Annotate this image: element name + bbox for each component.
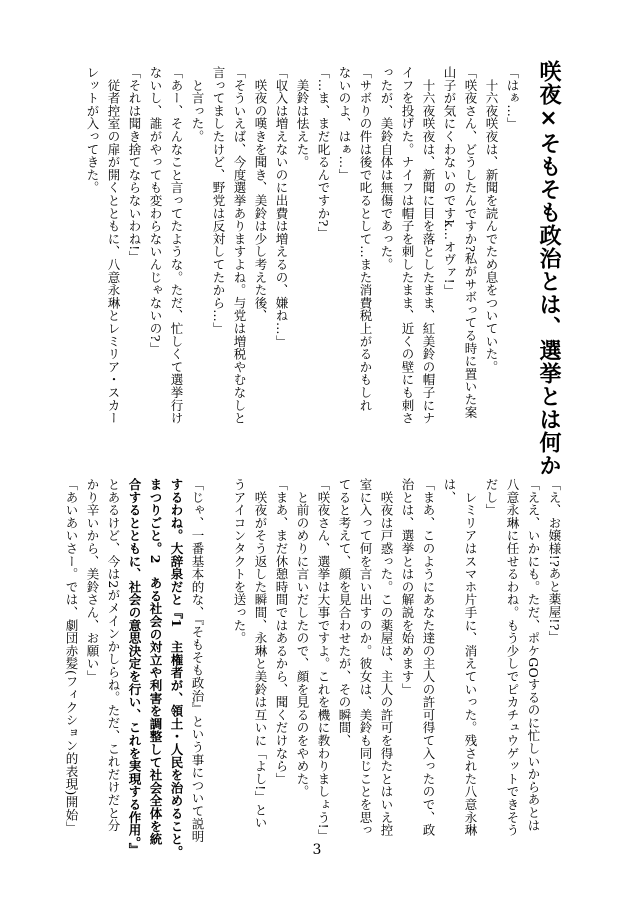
text-line: 言ってましたけど、野党は反対してたから…」 xyxy=(211,66,226,335)
chapter-title: 咲夜×そもそも政治とは、選挙とは何か xyxy=(536,60,561,477)
text-line: 「じゃ、一番基本的な、『そもそも政治』という事について説明 xyxy=(190,478,205,843)
text-line: 「咲夜さん、どうしたんですか?私がサボってる時に置いた案 xyxy=(463,66,478,419)
text-line: 咲夜がそう返した瞬間、永琳と美鈴は互いに「よし!」とい xyxy=(253,478,268,829)
text-line: 「収入は増えないのに出費は増えるの、嫌ね…」 xyxy=(274,66,289,348)
text-line: ないし、誰がやっても変わらないんじゃないの?」 xyxy=(148,66,163,355)
text-line: 山子が気にくわないのですk…オヴァ!」 xyxy=(442,66,457,297)
text-line: 室に入って何を言い出すのか。彼女は、美鈴も同じことを思っ xyxy=(358,478,373,837)
blank-line xyxy=(208,478,229,838)
upper-text-block xyxy=(59,66,523,471)
text-line: 合するとともに、社会の意思決定を行い、これを実現する作用。』 xyxy=(127,478,142,856)
text-line: 十六夜咲夜は、新聞を読んでため息をついていた。 xyxy=(484,66,499,374)
text-line: 「そういえば、今度選挙ありますよね。与党は増税やむなしと xyxy=(232,66,247,425)
text-line: とあるけど、今は2がメインかしらね。ただ、これだけだと分 xyxy=(106,478,121,832)
text-line: てると考えて、顔を見合わせたが、その瞬間、 xyxy=(337,478,352,747)
text-line: レミリアはスマホ片手に、消えていった。残された八意永琳 xyxy=(463,478,478,837)
text-line: だし」 xyxy=(484,478,499,517)
text-line: レットが入ってきた。 xyxy=(85,66,100,194)
text-line: するわね。大辞泉だと『1 主権者が、領土・人民を治めること。 xyxy=(169,478,184,859)
text-line: 八意永琳に任せるわね。もう少しでピカチュウゲットできそう xyxy=(505,478,520,837)
text-line: 咲夜は戸惑った。この薬屋は、主人の許可を得たとはいえ控 xyxy=(379,478,394,837)
text-line: と前のめりに言いだしたので、顔を見るのをやめた。 xyxy=(295,478,310,798)
text-line: 「ええ、いかにも。ただ、ポケGOするのに忙しいからあとは xyxy=(526,478,541,832)
text-line: 十六夜咲夜は、新聞に目を落としたまま、紅美鈴の帽子にナ xyxy=(421,66,436,425)
text-line: かり辛いから、美鈴さん、お願い」 xyxy=(85,478,100,683)
text-line: 「咲夜さん、選挙は大事ですよ。これを機に教わりましょう!」 xyxy=(316,478,331,842)
page-number: 3 xyxy=(312,842,322,858)
text-line: ったが、美鈴自体は無傷であった。 xyxy=(379,66,394,271)
text-line: 従者控室の扉が開くとともに、八意永琳とレミリア・スカー xyxy=(106,66,121,425)
text-line: 「それは聞き捨てならないわね!」 xyxy=(127,66,142,264)
text-line: 「え、お嬢様!?あと薬屋!?」 xyxy=(547,478,562,644)
text-line: 「サボりの件は後で叱るとして…また消費税上がるかもしれ xyxy=(358,66,373,412)
text-line: 「まあ、このようにあなた達の主人の許可得て入ったので、政 xyxy=(421,478,436,837)
lower-text-block xyxy=(43,478,565,859)
text-line: 美鈴は怯えた。 xyxy=(295,66,310,169)
text-line: まつりごと。2 ある社会の対立や利害を調整して社会全体を統 xyxy=(148,478,163,846)
text-line: 「はぁ…」 xyxy=(505,66,520,130)
text-line: イフを投げた。ナイフは帽子を刺したまま、近くの壁にも刺さ xyxy=(400,66,415,425)
text-line: と言った。 xyxy=(190,66,205,143)
text-line: 治とは、選挙とはの解説を始めます」 xyxy=(400,478,415,696)
text-line: 「あー、そんなこと言ってたような。ただ、忙しくて選挙行け xyxy=(169,66,184,425)
text-line: 「まあ、まだ休憩時間ではあるから、聞くだけなら」 xyxy=(274,478,289,786)
text-line: 「あいあいさー。では、劇団赤髪(フィクション的表現)開始」 xyxy=(64,478,79,834)
text-line: 「…ま、まだ叱るんですか?」 xyxy=(316,66,331,240)
text-line: ないのよ、はぁ…」 xyxy=(337,66,352,182)
text-line: は、 xyxy=(442,478,457,504)
text-line: うアイコンタクトを送った。 xyxy=(232,478,247,645)
text-line: 咲夜の嘆きを聞き、美鈴は少し考えた後、 xyxy=(253,66,268,322)
